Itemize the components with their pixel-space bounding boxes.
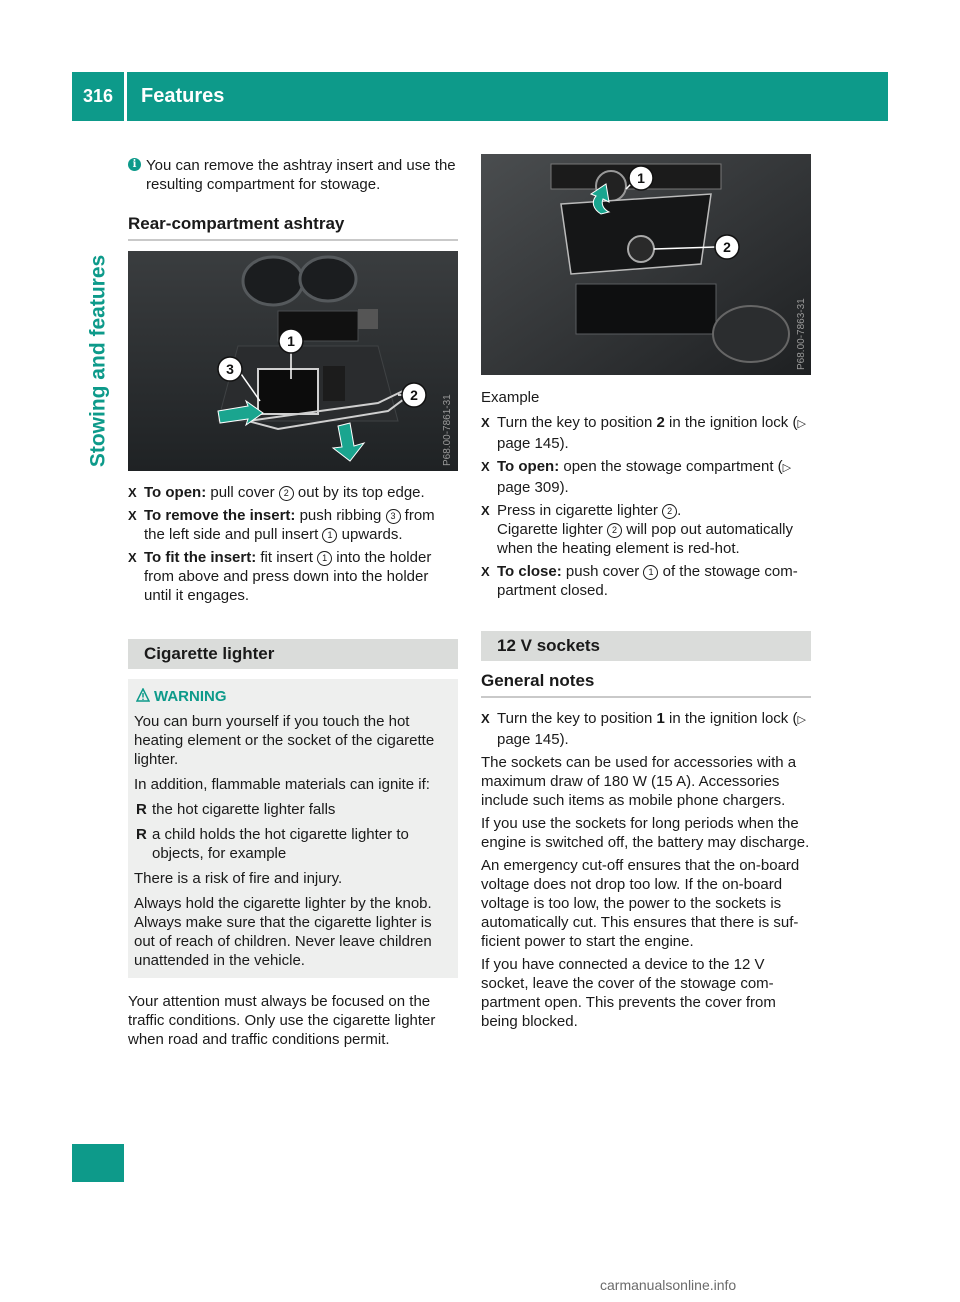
callout-number: 1 xyxy=(317,551,332,566)
step-marker: X xyxy=(128,508,137,523)
side-tab-label: Stowing and features xyxy=(86,254,110,468)
watermark: carmanualsonline.info xyxy=(600,1277,737,1293)
step-marker: X xyxy=(128,485,137,500)
general-paragraphs xyxy=(481,753,811,1031)
warning-box xyxy=(128,679,458,978)
side-tab xyxy=(72,121,124,1181)
general-paragraph: If you have connected a device to the 12 V socket, leave the cover of the stowage compartment open. This prevents the cover from being blocked. xyxy=(481,956,776,1030)
page-ref-icon: ▷ xyxy=(797,418,806,430)
step-item: X Turn the key to position 2 in the ignition lock (▷ page 145). xyxy=(481,414,806,452)
fig1-label-3: 3 xyxy=(226,361,234,377)
step-marker: X xyxy=(481,711,490,726)
cigarette-lighter-section: Cigarette lighter xyxy=(128,639,458,669)
position-number: 2 xyxy=(656,414,665,431)
warning-bullet-text: a child holds the hot cigarette lighter to objects, for example xyxy=(152,826,409,862)
callout-number: 3 xyxy=(386,509,401,524)
left-column xyxy=(128,156,458,1049)
callout-number: 2 xyxy=(662,504,677,519)
general-paragraph: If you use the sockets for long periods when the engine is switched off, the battery may discharge. xyxy=(481,815,810,851)
general-paragraph: An emergency cut-off ensures that the on-board voltage does not drop too low. If the on-board voltage is too low, the power to the sockets is automatically cut. This ensures that there is sufficient power to start the engine. xyxy=(481,857,800,950)
stowage-figure xyxy=(481,154,811,375)
bullet-marker: R xyxy=(136,826,147,843)
fig2-label-2: 2 xyxy=(723,239,731,255)
step-item: X To open: pull cover 2 out by its top edge. xyxy=(128,484,425,501)
step-item: X To open: open the stowage compartment (▷ page 309). xyxy=(481,458,792,496)
warning-title-text: WARNING xyxy=(154,688,227,705)
info-note xyxy=(128,156,458,194)
page-title: Features xyxy=(141,85,225,107)
step-label: To open: xyxy=(144,484,211,501)
step-item: X To fit the insert: fit insert 1 into the holder from above and press down into the holder until it engages. xyxy=(128,549,432,604)
step-item: X Turn the key to position 1 in the ignition lock (▷ page 145). xyxy=(481,710,806,748)
right-column xyxy=(481,154,811,1035)
warning-p1: You can burn yourself if you touch the hot heating element or the socket of the cigarette lighter. xyxy=(134,713,435,768)
info-text: You can remove the ashtray insert and use the resulting compartment for stowage. xyxy=(146,157,456,193)
fig1-label-1: 1 xyxy=(287,333,295,349)
step-marker: X xyxy=(481,459,490,474)
ashtray-illustration xyxy=(128,251,458,471)
bullet-marker: R xyxy=(136,801,147,818)
step-label: To open: xyxy=(497,458,564,475)
warning-icon xyxy=(136,688,150,702)
step-marker: X xyxy=(481,564,490,579)
warning-bullet xyxy=(134,800,450,819)
figure-caption: Example xyxy=(481,389,540,406)
callout-number: 1 xyxy=(643,565,658,580)
attention-text: Your attention must always be focused on the traffic conditions. Only use the cigarette lighter when road and traffic conditions permit. xyxy=(128,993,436,1048)
callout-number: 2 xyxy=(607,523,622,538)
step-label: To fit the insert: xyxy=(144,549,261,566)
stowage-illustration xyxy=(481,154,811,375)
lighter-steps xyxy=(481,413,811,600)
warning-title xyxy=(134,687,450,706)
ashtray-steps xyxy=(128,483,458,605)
ashtray-figure xyxy=(128,251,458,471)
fig2-code: P68.00-7863-31 xyxy=(796,298,807,370)
rear-ashtray-heading: Rear-compartment ashtray xyxy=(128,214,458,241)
general-paragraph: The sockets can be used for accessories with a maximum draw of 180 W (15 A). Accessories include such items as mobile phone chargers. xyxy=(481,754,797,809)
page-ref-icon: ▷ xyxy=(797,714,806,726)
step-item: X To remove the insert: push ribbing 3 from the left side and pull insert 1 upwards. xyxy=(128,507,435,543)
step-item: X To close: push cover 1 of the stowage compartment closed. xyxy=(481,563,798,599)
step-marker: X xyxy=(481,503,490,518)
step-label: To remove the insert: xyxy=(144,507,300,524)
warning-p3: There is a risk of fire and injury. xyxy=(134,870,343,887)
warning-bullet xyxy=(134,825,450,863)
fig1-code: P68.00-7861-31 xyxy=(442,394,453,466)
page-ref-icon: ▷ xyxy=(782,462,792,474)
step-item: X Press in cigarette lighter 2 . Cigarette lighter 2 will pop out automatically when the heating element is red-hot. xyxy=(481,502,793,557)
callout-number: 2 xyxy=(279,486,294,501)
sockets-section: 12 V sockets xyxy=(481,631,811,661)
step-marker: X xyxy=(481,415,490,430)
fig1-label-2: 2 xyxy=(410,387,418,403)
side-tab-marker xyxy=(72,1144,124,1182)
fig2-label-1: 1 xyxy=(637,170,645,186)
step-marker: X xyxy=(128,550,137,565)
general-step xyxy=(481,709,811,749)
warning-bullet-text: the hot cigarette lighter falls xyxy=(152,801,336,818)
warning-p2: In addition, flammable materials can ignite if: xyxy=(134,776,430,793)
callout-number: 1 xyxy=(322,528,337,543)
page-number: 316 xyxy=(72,72,124,121)
general-notes-heading: General notes xyxy=(481,671,811,698)
header-bar xyxy=(127,72,888,121)
position-number: 1 xyxy=(656,710,665,727)
step-label: To close: xyxy=(497,563,566,580)
info-icon: i xyxy=(128,158,141,171)
warning-p4: Always hold the cigarette lighter by the knob. Always make sure that the cigarette lighter is out of reach of children. Never leave children unattended in the vehicle. xyxy=(134,895,432,969)
